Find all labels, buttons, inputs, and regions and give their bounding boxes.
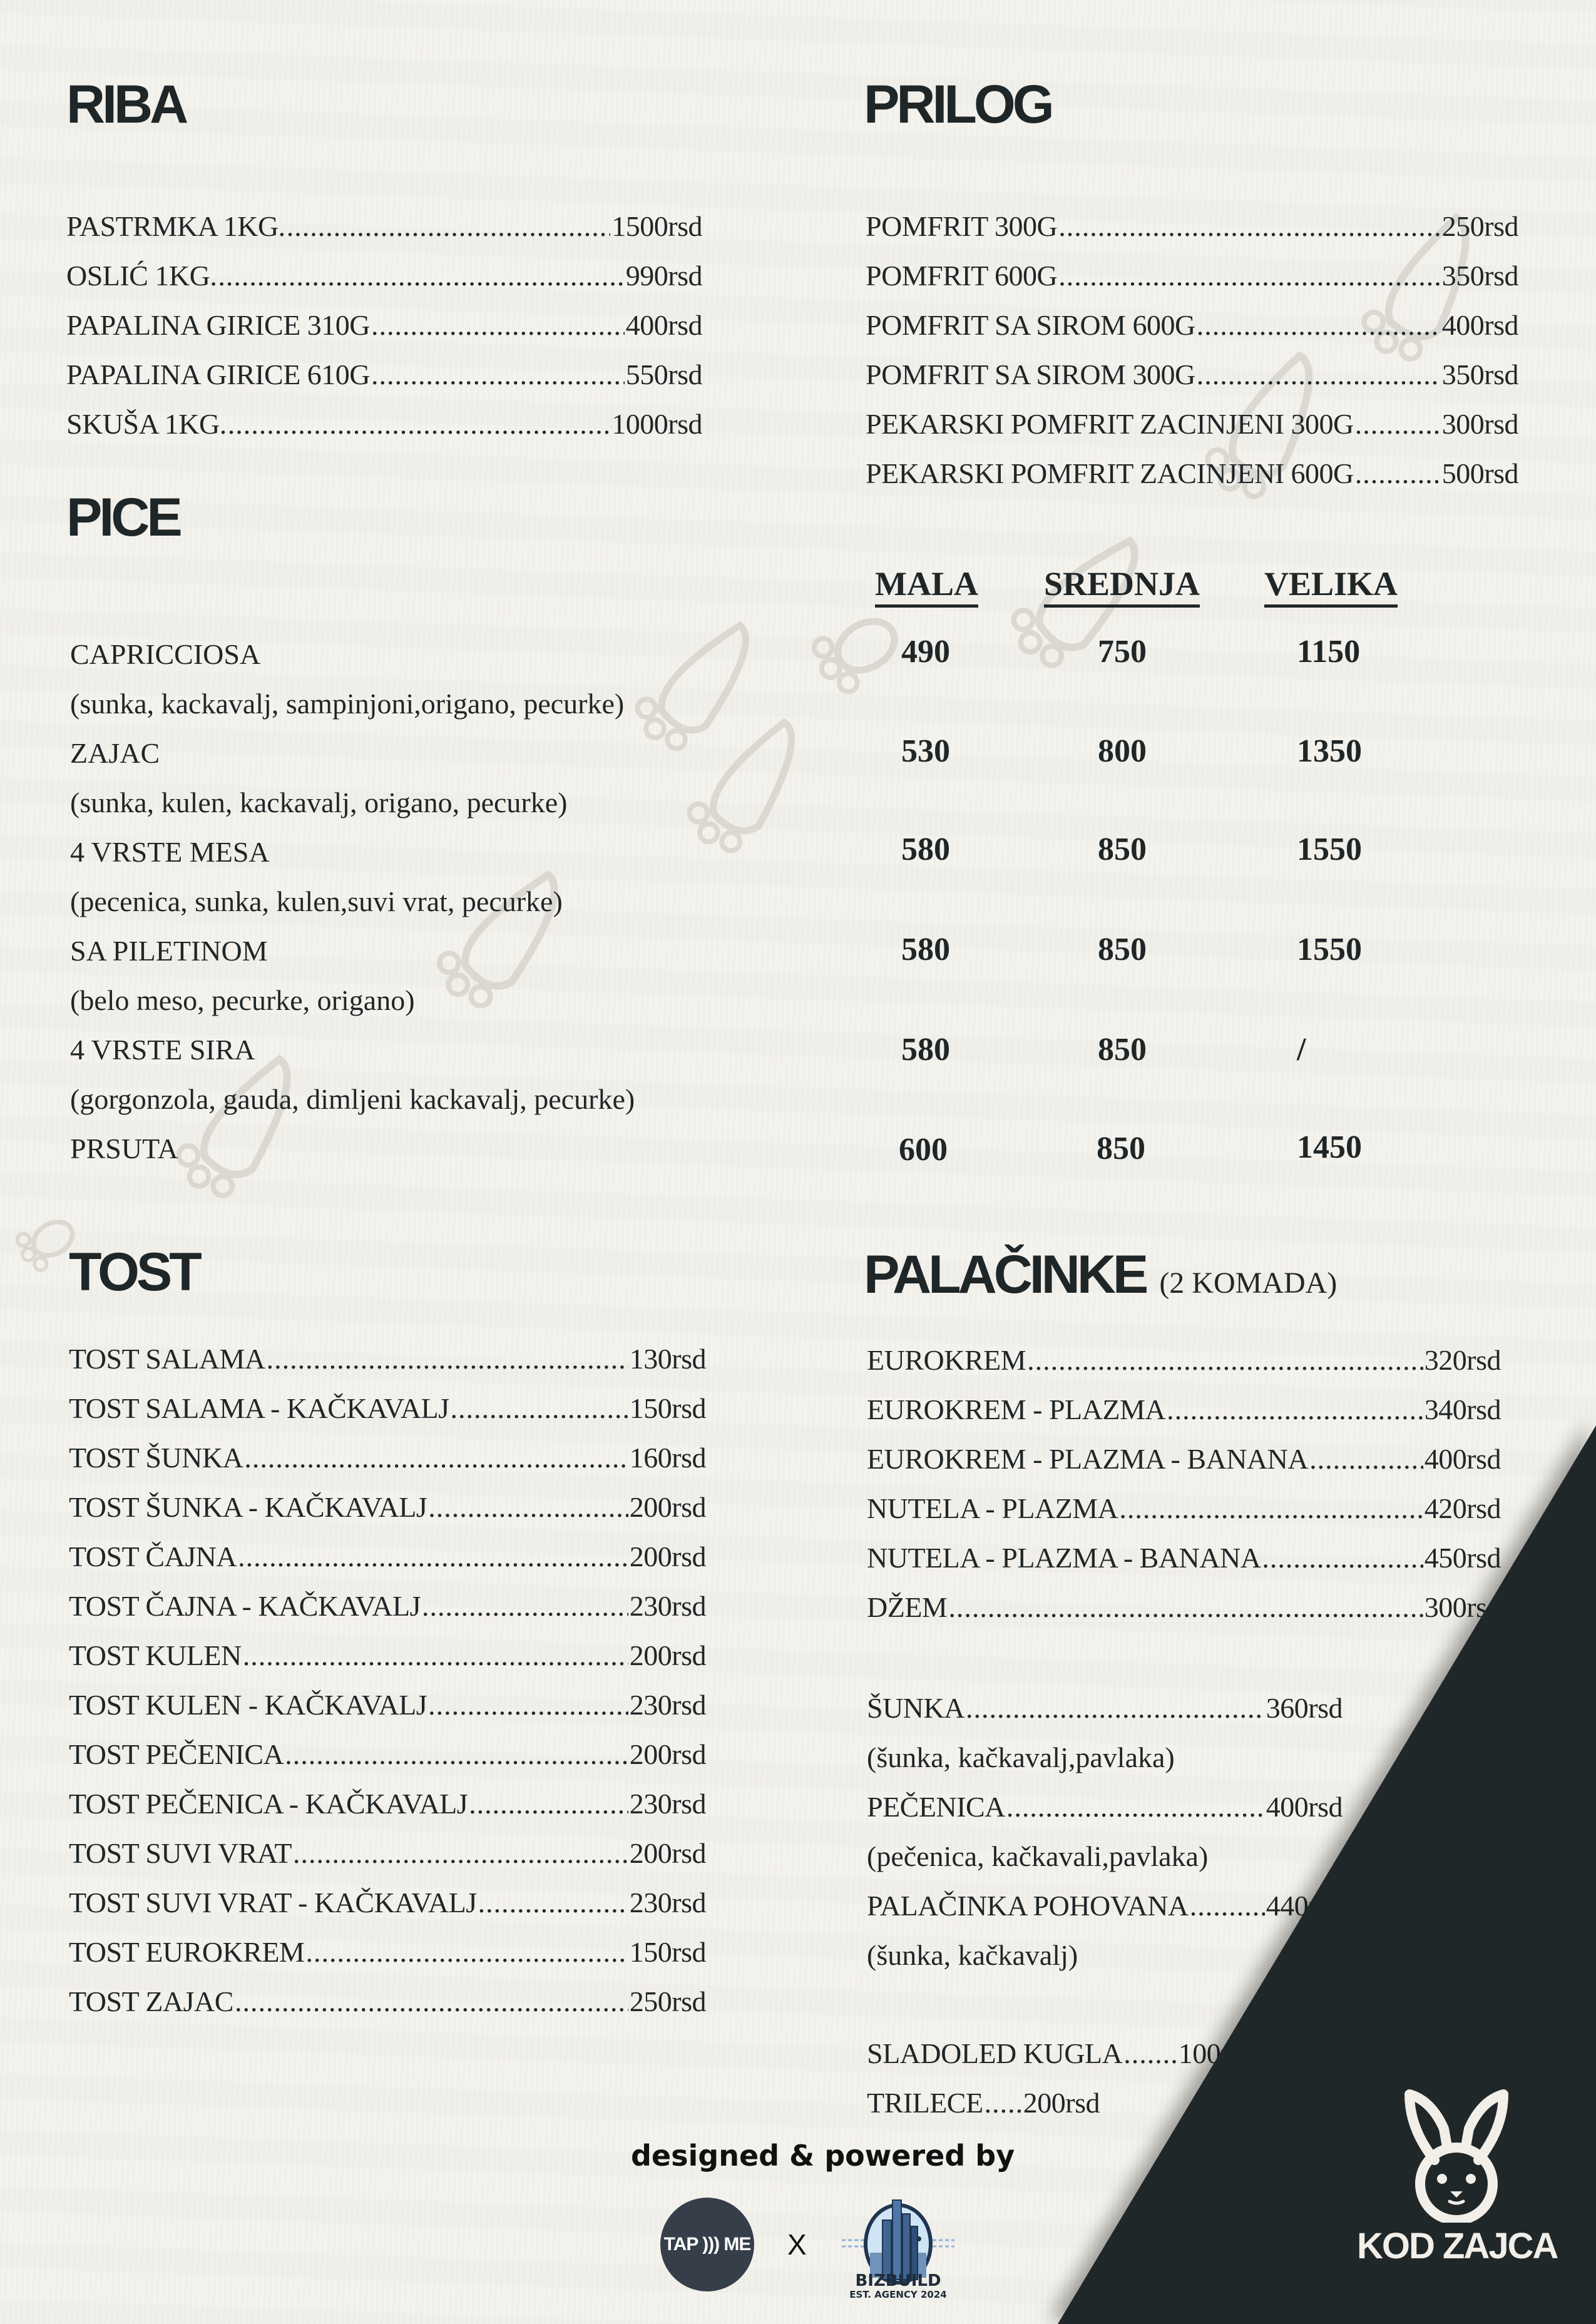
- item-name: POMFRIT 300G: [866, 210, 1058, 242]
- price-velika: 1450: [1297, 1129, 1362, 1165]
- item-price: 350rsd: [1441, 260, 1518, 292]
- section-title-tost: TOST: [69, 1242, 199, 1302]
- leader-dots: [218, 251, 624, 300]
- tapme-logo: [660, 2198, 754, 2291]
- prilog-list: [866, 201, 1518, 498]
- price-velika: /: [1297, 1032, 1306, 1068]
- pizza-ingredients: (pecenica, sunka, kulen,suvi vrat, pecurke): [70, 885, 563, 917]
- item-name: NUTELA - PLAZMA - BANANA: [867, 1542, 1261, 1574]
- menu-item: [66, 399, 702, 449]
- leader-dots: [1027, 1335, 1423, 1385]
- price-velika: 1350: [1297, 733, 1362, 769]
- item-price: 200rsd: [629, 1541, 706, 1572]
- pizza-ingredients: (belo meso, pecurke, origano): [70, 984, 415, 1016]
- menu-item: [69, 1433, 706, 1482]
- collab-separator: X: [787, 2228, 807, 2261]
- menu-item: [66, 251, 702, 300]
- item-name: PASTRMKA 1KG.: [66, 210, 285, 242]
- pizza-name: 4 VRSTE MESA: [70, 836, 270, 868]
- item-name: POMFRIT SA SIROM 600G: [866, 309, 1195, 341]
- item-price: 360rsd: [1266, 1692, 1343, 1724]
- item-price: 1000rsd: [611, 408, 702, 440]
- pizza-name: CAPRICCIOSA: [70, 638, 261, 670]
- item-name: TOST SALAMA - KAČKAVALJ: [69, 1392, 449, 1424]
- item-price: 500rsd: [1441, 457, 1518, 489]
- item-name: TOST KULEN: [69, 1639, 242, 1671]
- item-name: ŠUNKA: [867, 1692, 964, 1724]
- item-price: 230rsd: [629, 1590, 706, 1622]
- item-price: 100rsd: [1178, 2037, 1255, 2069]
- pizza-name: SA PILETINOM: [70, 935, 268, 967]
- leader-dots: [287, 201, 611, 251]
- menu-item: [867, 1335, 1501, 1385]
- menu-item: [69, 1384, 706, 1433]
- item-name: POMFRIT 600G: [866, 260, 1058, 292]
- price-srednja: 750: [1098, 634, 1147, 670]
- leader-dots: [478, 1878, 628, 1927]
- menu-item: [69, 1482, 706, 1532]
- item-price: 300rsd: [1424, 1591, 1501, 1623]
- item-price: 250rsd: [629, 1985, 706, 2017]
- price-mala: 580: [901, 1032, 950, 1068]
- item-price: 160rsd: [629, 1442, 706, 1474]
- item-name: DŽEM: [867, 1591, 948, 1623]
- menu-item: [66, 350, 702, 399]
- section-title-prilog: PRILOG: [864, 74, 1051, 135]
- item-price: 550rsd: [625, 359, 702, 390]
- price-mala: 490: [901, 634, 950, 670]
- menu-item: [69, 1779, 706, 1828]
- menu-item: [69, 1581, 706, 1631]
- item-price: 230rsd: [629, 1689, 706, 1721]
- item-price: 250rsd: [1441, 210, 1518, 242]
- menu-item: [69, 1532, 706, 1581]
- leader-dots: [243, 1631, 628, 1680]
- leader-dots: [469, 1779, 628, 1828]
- item-price: 130rsd: [629, 1343, 706, 1375]
- item-price: 230rsd: [629, 1887, 706, 1919]
- leader-dots: [985, 2078, 1022, 2128]
- menu-item: [69, 1878, 706, 1927]
- item-price: 1500rsd: [611, 210, 702, 242]
- item-name: TOST ZAJAC: [69, 1985, 233, 2017]
- leader-dots: [244, 1433, 628, 1482]
- menu-item: [69, 1828, 706, 1878]
- price-srednja: 850: [1097, 1131, 1145, 1166]
- item-name: TOST EUROKREM: [69, 1936, 305, 1968]
- item-name: TOST ČAJNA - KAČKAVALJ: [69, 1590, 421, 1622]
- riba-list: [66, 201, 702, 449]
- menu-item: [69, 1334, 706, 1384]
- item-name: TOST PEČENICA - KAČKAVALJ: [69, 1788, 468, 1820]
- item-ingredients: (šunka, kačkavalj,pavlaka): [867, 1741, 1175, 1773]
- bizbuild-name: BIZBUILD: [855, 2271, 941, 2290]
- price-mala: 580: [901, 932, 950, 967]
- menu-item: [69, 1730, 706, 1779]
- leader-dots: [371, 350, 625, 399]
- item-price: 400rsd: [1441, 309, 1518, 341]
- item-name: TOST PEČENICA: [69, 1738, 284, 1770]
- price-mala: 580: [901, 832, 950, 867]
- palacinke-title: PALAČINKE: [864, 1245, 1146, 1305]
- item-name: PALAČINKA POHOVANA: [867, 1890, 1189, 1922]
- leader-dots: [1197, 300, 1441, 350]
- item-name: PEČENICA: [867, 1791, 1005, 1823]
- item-name: EUROKREM - PLAZMA: [867, 1394, 1166, 1425]
- item-name: NUTELA - PLAZMA: [867, 1492, 1118, 1524]
- menu-item: [69, 1977, 706, 2026]
- menu-item: [69, 1680, 706, 1730]
- item-name: OSLIĆ 1KG.: [66, 260, 217, 292]
- price-velika: 1150: [1297, 634, 1361, 670]
- item-ingredients: (pečenica, kačkavali,pavlaka): [867, 1840, 1209, 1872]
- item-price: 440rsd: [1266, 1890, 1343, 1922]
- item-name: TOST SUVI VRAT - KAČKAVALJ: [69, 1887, 477, 1919]
- item-name: EUROKREM: [867, 1344, 1026, 1376]
- menu-item: [866, 399, 1518, 449]
- item-price: 200rsd: [629, 1738, 706, 1770]
- menu-item: [866, 350, 1518, 399]
- menu-item: [866, 251, 1518, 300]
- item-name: TOST SUVI VRAT: [69, 1837, 292, 1869]
- pizza-name: 4 VRSTE SIRA: [70, 1034, 255, 1066]
- pizza-ingredients: (gorgonzola, gauda, dimljeni kackavalj, pecurke): [70, 1083, 635, 1115]
- item-price: 340rsd: [1424, 1394, 1501, 1425]
- price-velika: 1550: [1297, 932, 1362, 967]
- item-price: 150rsd: [629, 1392, 706, 1424]
- item-name: TOST SALAMA: [69, 1343, 265, 1375]
- item-name: PEKARSKI POMFRIT ZACINJENI 600G: [866, 457, 1354, 489]
- item-price: 420rsd: [1424, 1492, 1501, 1524]
- bizbuild-tagline: EST. AGENCY 2024: [849, 2289, 947, 2300]
- item-price: 200rsd: [629, 1491, 706, 1523]
- menu-item: [866, 449, 1518, 498]
- leader-dots: [267, 1334, 628, 1384]
- rabbit-icon: [1384, 2085, 1528, 2223]
- price-velika: 1550: [1297, 832, 1362, 867]
- leader-dots: [1355, 449, 1441, 498]
- menu-item: [866, 201, 1518, 251]
- price-mala: 530: [901, 733, 950, 769]
- leader-dots: [428, 1482, 628, 1532]
- menu-item: [866, 300, 1518, 350]
- size-header-velika: VELIKA: [1264, 564, 1398, 608]
- pice-list: [70, 629, 635, 1173]
- item-price: 230rsd: [629, 1788, 706, 1820]
- leader-dots: [228, 399, 611, 449]
- price-mala: 600: [899, 1132, 948, 1168]
- section-title-palacinke: [864, 1245, 1338, 1305]
- leader-dots: [293, 1828, 628, 1878]
- section-title-pice: PICE: [66, 487, 180, 548]
- leader-dots: [422, 1581, 628, 1631]
- section-title-riba: RIBA: [66, 74, 186, 135]
- size-header-mala: MALA: [875, 564, 978, 608]
- pizza-ingredients: (sunka, kulen, kackavalj, origano, pecurke): [70, 787, 568, 818]
- menu-item: [69, 1927, 706, 1977]
- item-price: 400rsd: [625, 309, 702, 341]
- leader-dots: [1058, 251, 1440, 300]
- item-name: TOST ŠUNKA: [69, 1442, 243, 1474]
- leader-dots: [1355, 399, 1441, 449]
- price-srednja: 850: [1098, 932, 1147, 967]
- palacinke-subtitle: (2 KOMADA): [1159, 1266, 1338, 1300]
- credit-text: designed & powered by: [631, 2139, 1015, 2173]
- item-name: SKUŠA 1KG.: [66, 408, 227, 440]
- item-price: 150rsd: [629, 1936, 706, 1968]
- item-name: PAPALINA GIRICE 610G: [66, 359, 371, 390]
- item-name: TOST ŠUNKA - KAČKAVALJ: [69, 1491, 427, 1523]
- item-price: 350rsd: [1441, 359, 1518, 390]
- item-name: TOST KULEN - KAČKAVALJ: [69, 1689, 427, 1721]
- item-name: PAPALINA GIRICE 310G: [66, 309, 371, 341]
- item-name: PEKARSKI POMFRIT ZACINJENI 300G: [866, 408, 1354, 440]
- pizza-ingredients: (sunka, kackavalj, sampinjoni,origano, pecurke): [70, 688, 625, 720]
- price-srednja: 850: [1098, 1032, 1147, 1068]
- item-ingredients: (šunka, kačkavalj): [867, 1939, 1078, 1971]
- item-name: EUROKREM - PLAZMA - BANANA: [867, 1443, 1309, 1475]
- item-name: POMFRIT SA SIROM 300G: [866, 359, 1195, 390]
- item-price: 320rsd: [1424, 1344, 1501, 1376]
- bizbuild-wordmark: [842, 2273, 954, 2300]
- item-name: SLADOLED KUGLA: [867, 2037, 1123, 2069]
- leader-dots: [1058, 201, 1440, 251]
- tapme-label: TAP ))) ME: [663, 2234, 751, 2255]
- menu-item: [66, 300, 702, 350]
- size-header-srednja: SREDNJA: [1044, 564, 1200, 608]
- leader-dots: [235, 1977, 628, 2026]
- leader-dots: [1197, 350, 1441, 399]
- item-price: 200rsd: [1023, 2087, 1100, 2119]
- brand-name: KOD ZAJCA: [1357, 2226, 1558, 2266]
- item-price: 200rsd: [629, 1639, 706, 1671]
- item-name: TOST ČAJNA: [69, 1541, 237, 1572]
- item-price: 300rsd: [1441, 408, 1518, 440]
- item-name: TRILECE: [867, 2087, 983, 2119]
- item-price: 200rsd: [629, 1837, 706, 1869]
- item-price: 400rsd: [1266, 1791, 1343, 1823]
- leader-dots: [428, 1680, 628, 1730]
- menu-item: [69, 1631, 706, 1680]
- leader-dots: [371, 300, 625, 350]
- price-srednja: 850: [1098, 832, 1147, 867]
- leader-dots: [451, 1384, 628, 1433]
- leader-dots: [238, 1532, 628, 1581]
- pizza-name: PRSUTA: [70, 1133, 178, 1165]
- leader-dots: [305, 1927, 628, 1977]
- menu-item: [66, 201, 702, 251]
- price-srednja: 800: [1098, 733, 1147, 769]
- item-price: 990rsd: [625, 260, 702, 292]
- item-price: 450rsd: [1424, 1542, 1501, 1574]
- item-price: 400rsd: [1424, 1443, 1501, 1475]
- pizza-name: ZAJAC: [70, 737, 160, 769]
- leader-dots: [285, 1730, 628, 1779]
- tost-list: [69, 1334, 706, 2026]
